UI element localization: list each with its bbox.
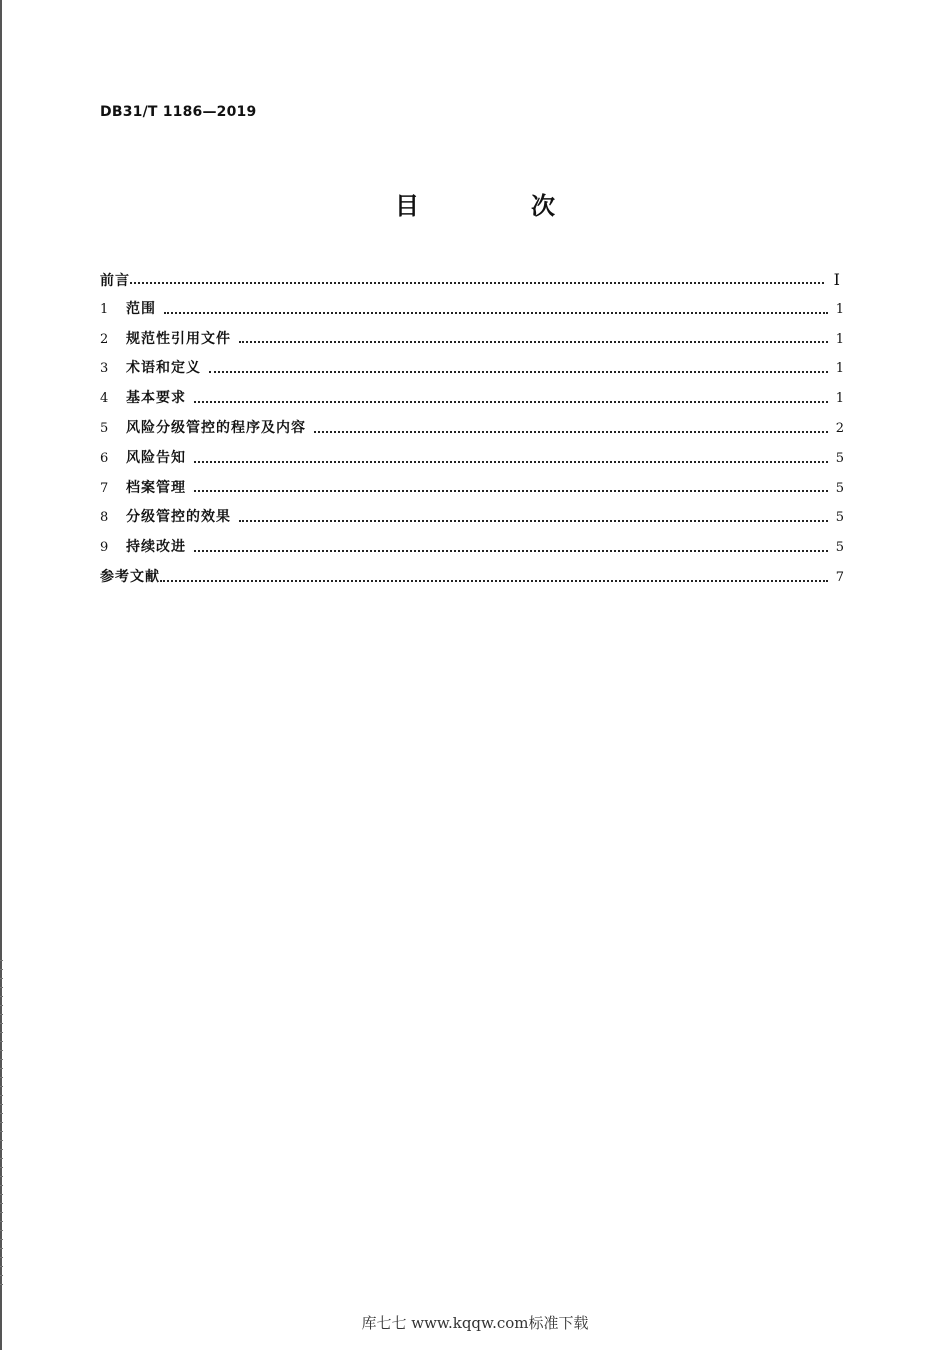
toc-entry-page: 5 — [835, 510, 844, 526]
toc-leader-dots — [239, 341, 828, 343]
toc-entry-number: 4 — [100, 391, 109, 407]
toc-entry-page: 7 — [835, 569, 844, 585]
toc-entry-label: 风险分级管控的程序及内容 — [126, 419, 306, 436]
toc-title: 目 次 — [395, 192, 599, 220]
toc-entry-risk-control-procedure[interactable] — [100, 414, 844, 444]
toc-entry-label: 分级管控的效果 — [126, 509, 231, 526]
toc-entry-number: 2 — [100, 331, 109, 347]
page-left-edge-marks — [0, 960, 3, 1290]
toc-entry-page: 2 — [835, 420, 844, 436]
toc-entry-label: 基本要求 — [126, 390, 186, 407]
table-of-contents — [100, 265, 844, 593]
toc-entry-page: 5 — [835, 450, 844, 466]
toc-entry-page: 1 — [835, 301, 844, 317]
toc-entry-label: 范围 — [126, 300, 156, 317]
toc-leader-dots — [194, 461, 828, 463]
toc-leader-dots — [160, 580, 828, 582]
toc-entry-label: 规范性引用文件 — [126, 330, 231, 347]
toc-entry-normative-references[interactable] — [100, 325, 844, 355]
toc-entry-continuous-improvement[interactable] — [100, 533, 844, 563]
toc-entry-number: 6 — [100, 450, 109, 466]
toc-leader-dots — [194, 401, 828, 403]
toc-entry-label: 前言 — [100, 273, 130, 289]
toc-entry-label: 风险告知 — [126, 449, 186, 466]
toc-entry-label: 档案管理 — [126, 479, 186, 496]
toc-entry-page: 5 — [835, 480, 844, 496]
toc-entry-label: 参考文献 — [100, 568, 160, 585]
footer-watermark: 库七七 www.kqqw.com标准下载 — [361, 1314, 589, 1332]
toc-entry-page: 5 — [835, 540, 844, 556]
toc-entry-foreword[interactable] — [100, 265, 844, 295]
toc-leader-dots — [164, 312, 828, 314]
toc-entry-page: 1 — [835, 361, 844, 377]
toc-entry-number: 3 — [100, 361, 109, 377]
toc-entry-scope[interactable] — [100, 295, 844, 325]
toc-entry-page: I — [833, 270, 840, 289]
toc-entry-number: 1 — [100, 301, 109, 317]
toc-entry-label: 术语和定义 — [126, 360, 201, 377]
toc-entry-number: 5 — [100, 420, 109, 436]
toc-entry-control-effectiveness[interactable] — [100, 503, 844, 533]
toc-leader-dots — [194, 490, 828, 492]
toc-entry-number: 7 — [100, 480, 109, 496]
toc-leader-dots — [130, 282, 824, 284]
toc-entry-number: 8 — [100, 510, 109, 526]
toc-leader-dots — [194, 550, 828, 552]
toc-entry-basic-requirements[interactable] — [100, 384, 844, 414]
toc-entry-page: 1 — [835, 391, 844, 407]
document-code: DB31/T 1186—2019 — [100, 104, 257, 120]
toc-entry-page: 1 — [835, 331, 844, 347]
toc-entry-risk-notification[interactable] — [100, 444, 844, 474]
toc-entry-number: 9 — [100, 540, 109, 556]
toc-entry-label: 持续改进 — [126, 539, 186, 556]
toc-leader-dots — [239, 520, 828, 522]
toc-leader-dots — [209, 371, 828, 373]
toc-leader-dots — [314, 431, 828, 433]
toc-entry-bibliography[interactable] — [100, 563, 844, 593]
toc-entry-terms-definitions[interactable] — [100, 354, 844, 384]
toc-entry-records-management[interactable] — [100, 474, 844, 504]
